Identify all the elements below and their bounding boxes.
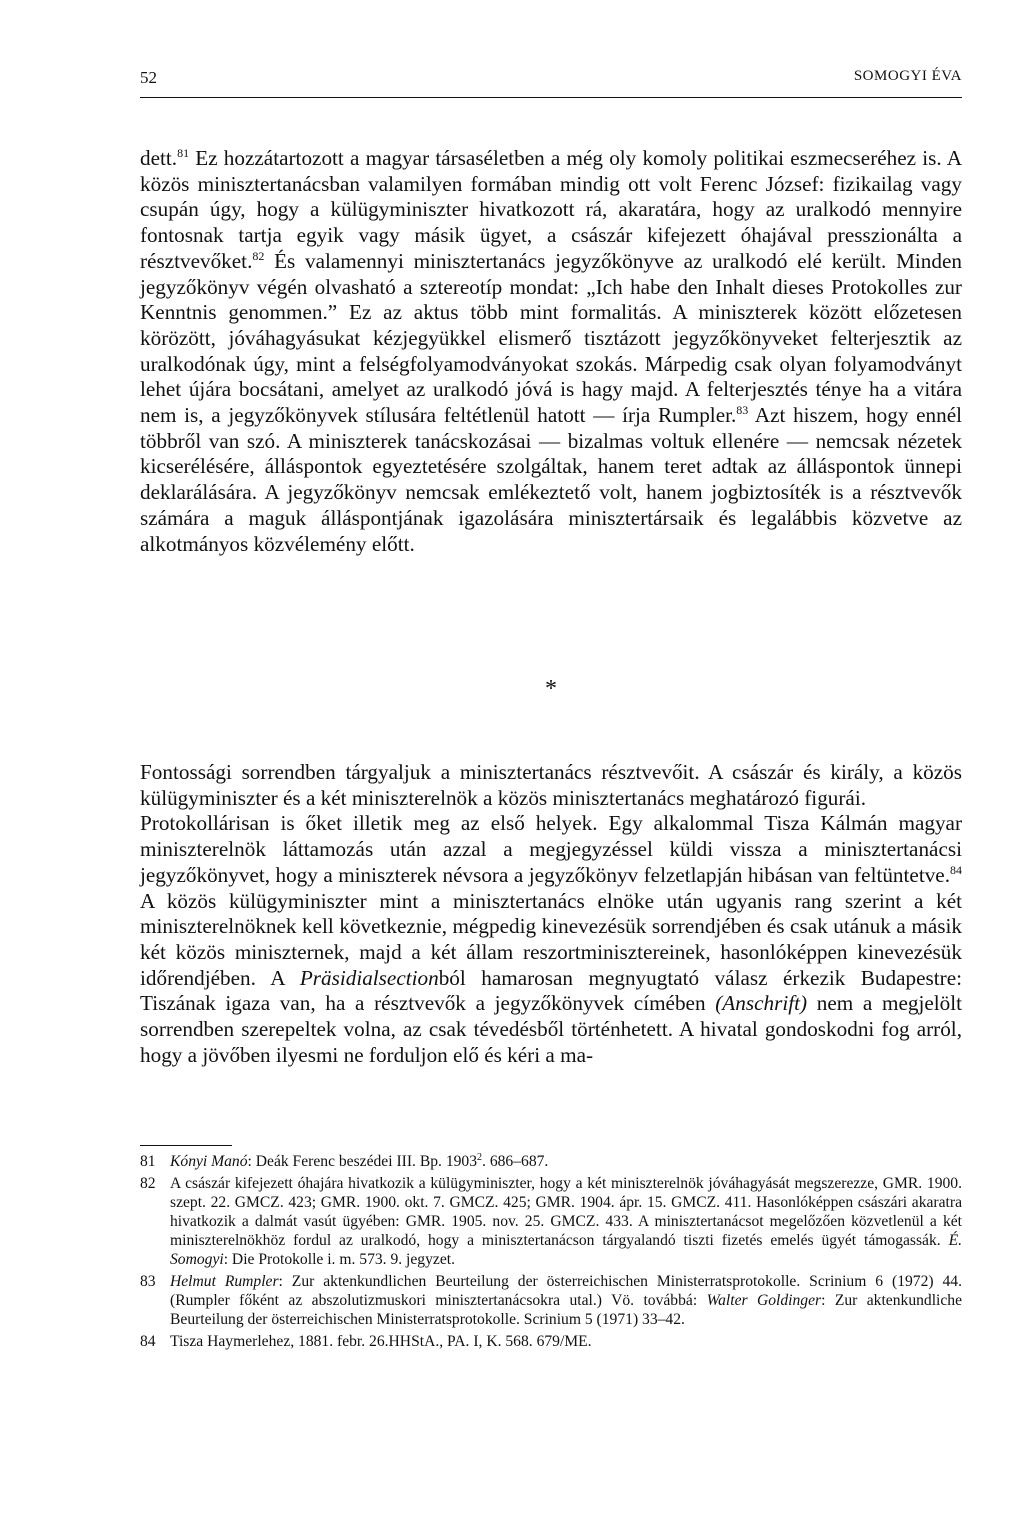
footnote-rule bbox=[140, 1145, 232, 1146]
footnote-text: : Deák Ferenc beszédei III. Bp. 1903 bbox=[247, 1153, 478, 1170]
edition-superscript: 2 bbox=[477, 1152, 483, 1163]
footnote-number: 84 bbox=[140, 1333, 156, 1350]
footnote-text: : Zur aktenkundlichen Beurteilung der österreichischen Ministerratsprotokolle. Scrinium 6 (1972) 44. (Rumpler főként az abszolutizmuskori minisztertanácsokra utal.) Vö. továbbá: bbox=[170, 1273, 962, 1309]
footnote-number: 82 bbox=[140, 1175, 156, 1192]
running-head-author: SOMOGYI ÉVA bbox=[853, 68, 962, 84]
text-run: nem a megjelölt sorrendben szerepeltek volna, az csak tévedésből történhetett. A hivatal gondoskodni fog arról, hogy a jövőben ilyesmi ne forduljon elő és kéri a ma- bbox=[140, 991, 962, 1067]
footnote-text: . 686–687. bbox=[482, 1153, 549, 1170]
text-run: ból hamarosan megnyugtató válasz érkezik Budapestre: Tiszának igaza van, ha a résztvevők a jegyzőkönyvek címében bbox=[140, 965, 962, 1016]
italic-term: (Anschrift) bbox=[715, 991, 808, 1016]
footnotes bbox=[140, 1152, 962, 1354]
header-rule bbox=[140, 97, 962, 98]
running-header bbox=[140, 68, 962, 92]
footnote-author: Helmut Rumpler bbox=[170, 1273, 279, 1290]
page-number: 52 bbox=[140, 68, 157, 87]
footnote-ref-82[interactable]: 82 bbox=[252, 248, 265, 263]
footnote-text: : Zur aktenkundliche Beurteilung der österreichischen Ministerratsprotokolle. Scrinium 5 (1971) 33–42. bbox=[170, 1292, 963, 1328]
text-run: dett. bbox=[140, 146, 178, 170]
footnote-ref-81[interactable]: 81 bbox=[177, 146, 190, 160]
text-run: Ez hozzátartozott a magyar társaséletben a még oly komoly politikai eszmecseréhez is. A közös minisztertanácsban valamilyen formában mindig ott volt Ferenc József: fizikailag vagy csupán úgy, hogy a külügyminiszter hivatkozott rá, akaratára, hogy az uralkodó mennyire fontosnak tartja egyik vagy másik ügyet, a császár kifejezett óhajával presszionálta a résztvevőket. bbox=[140, 146, 962, 273]
text-run: És valamennyi minisztertanács jegyzőkönyve az uralkodó elé került. Minden jegyzőkönyv végén olvasható a sztereotíp mondat: „Ich habe den Inhalt dieses Protokolles zur Kenntnis genommen.” Ez az aktus több mint formalitás. A miniszterek között előzetesen körözött, jóváhagyásukat kézjegyükkel elismerő tisztázott jegyzőkönyveket felterjesztik az uralkodónak úgy, mint a felségfolyamodványokat szokás. Márpedig csak olyan folyamodványt lehet újára bocsátani, amelyet az uralkodó jóvá is hagy majd. A felterjesztés ténye ha a vitára nem is, a jegyzőkönyvek stílusára feltétlenül hatott — írja Rumpler. bbox=[140, 248, 962, 428]
footnote-author: É. Somogyi bbox=[170, 1232, 962, 1268]
text-run: Azt hiszem, hogy ennél többről van szó. A miniszterek tanácskozásai — bizalmas voltuk ellenére — nemcsak nézetek kicserélésére, álláspontok egyeztetésére szolgáltak, hanem teret adtak az álláspontok ünnepi deklarálására. A jegyzőkönyv nemcsak emlékeztető volt, hanem jogbiztosíték is a résztvevők számára a maguk álláspontjának igazolására minisztertársaik és legalábbis közvetve az alkotmányos közvélemény előtt. bbox=[140, 403, 962, 556]
footnote-82 bbox=[140, 1174, 962, 1269]
footnote-81 bbox=[140, 1152, 962, 1171]
paragraph-2: Fontossági sorrendben tárgyaljuk a minisztertanács résztvevőit. A császár és király, a közös külügyminiszter és a két miniszterelnök a közös minisztertanács meghatározó figurái. bbox=[140, 760, 962, 810]
footnote-84 bbox=[140, 1332, 962, 1351]
footnote-author: Kónyi Manó bbox=[170, 1153, 248, 1170]
paragraph-3 bbox=[140, 811, 962, 1068]
italic-term: Präsidialsection bbox=[299, 965, 439, 990]
footnote-text: : Die Protokolle i. m. 573. 9. jegyzet. bbox=[223, 1251, 455, 1268]
text-run: A közös külügyminiszter mint a minisztertanács elnöke után ugyanis rang szerint a két miniszterelnöknek kell következnie, mégpedig kinevezésük sorrendjében és csak utánuk a másik két közös miniszternek, majd a két állam reszortminisztereinek, hasonlóképpen kinevezésük időrendjében. A bbox=[140, 888, 962, 990]
text-run: Protokollárisan is őket illetik meg az első helyek. Egy alkalommal Tisza Kálmán magyar miniszterelnök láttamozás után azzal a megjegyzéssel küldi vissza a minisztertanácsi jegyzőkönyvet, hogy a miniszterek névsora a jegyzőkönyv felzetlapján hibásan van feltüntetve. bbox=[140, 811, 962, 887]
footnote-author: Walter Goldinger bbox=[706, 1292, 822, 1309]
paragraph-1 bbox=[140, 146, 962, 557]
section-separator: * bbox=[545, 676, 557, 702]
footnote-number: 81 bbox=[140, 1153, 156, 1170]
footnote-number: 83 bbox=[140, 1273, 156, 1290]
main-text bbox=[140, 146, 962, 557]
footnote-text: A császár kifejezett óhajára hivatkozik a külügyminiszter, hogy a két miniszterelnök jóváhagyását megszerezze, GMR. 1900. szept. 22. GMCZ. 423; GMR. 1900. okt. 7. GMCZ. 425; GMR. 1904. ápr. 15. GMCZ. 411. Hasonlóképpen császári akaratra hivatkozik a dalmát vasút ügyében: GMR. 1905. nov. 25. GMCZ. 433. A minisztertanácsot megelőzően közvetlenül a két miniszterelnökhöz fordul az uralkodó, hogy a minisztertanácson tárgyalandó tiszti fizetés emelés ügyét támogassák. bbox=[170, 1175, 962, 1249]
footnote-ref-84[interactable]: 84 bbox=[950, 862, 962, 877]
main-text-section-2 bbox=[140, 760, 962, 1068]
footnote-text: Tisza Haymerlehez, 1881. febr. 26.HHStA., PA. I, K. 568. 679/ME. bbox=[170, 1333, 592, 1350]
footnote-ref-83[interactable]: 83 bbox=[736, 403, 749, 418]
footnote-83 bbox=[140, 1272, 962, 1329]
